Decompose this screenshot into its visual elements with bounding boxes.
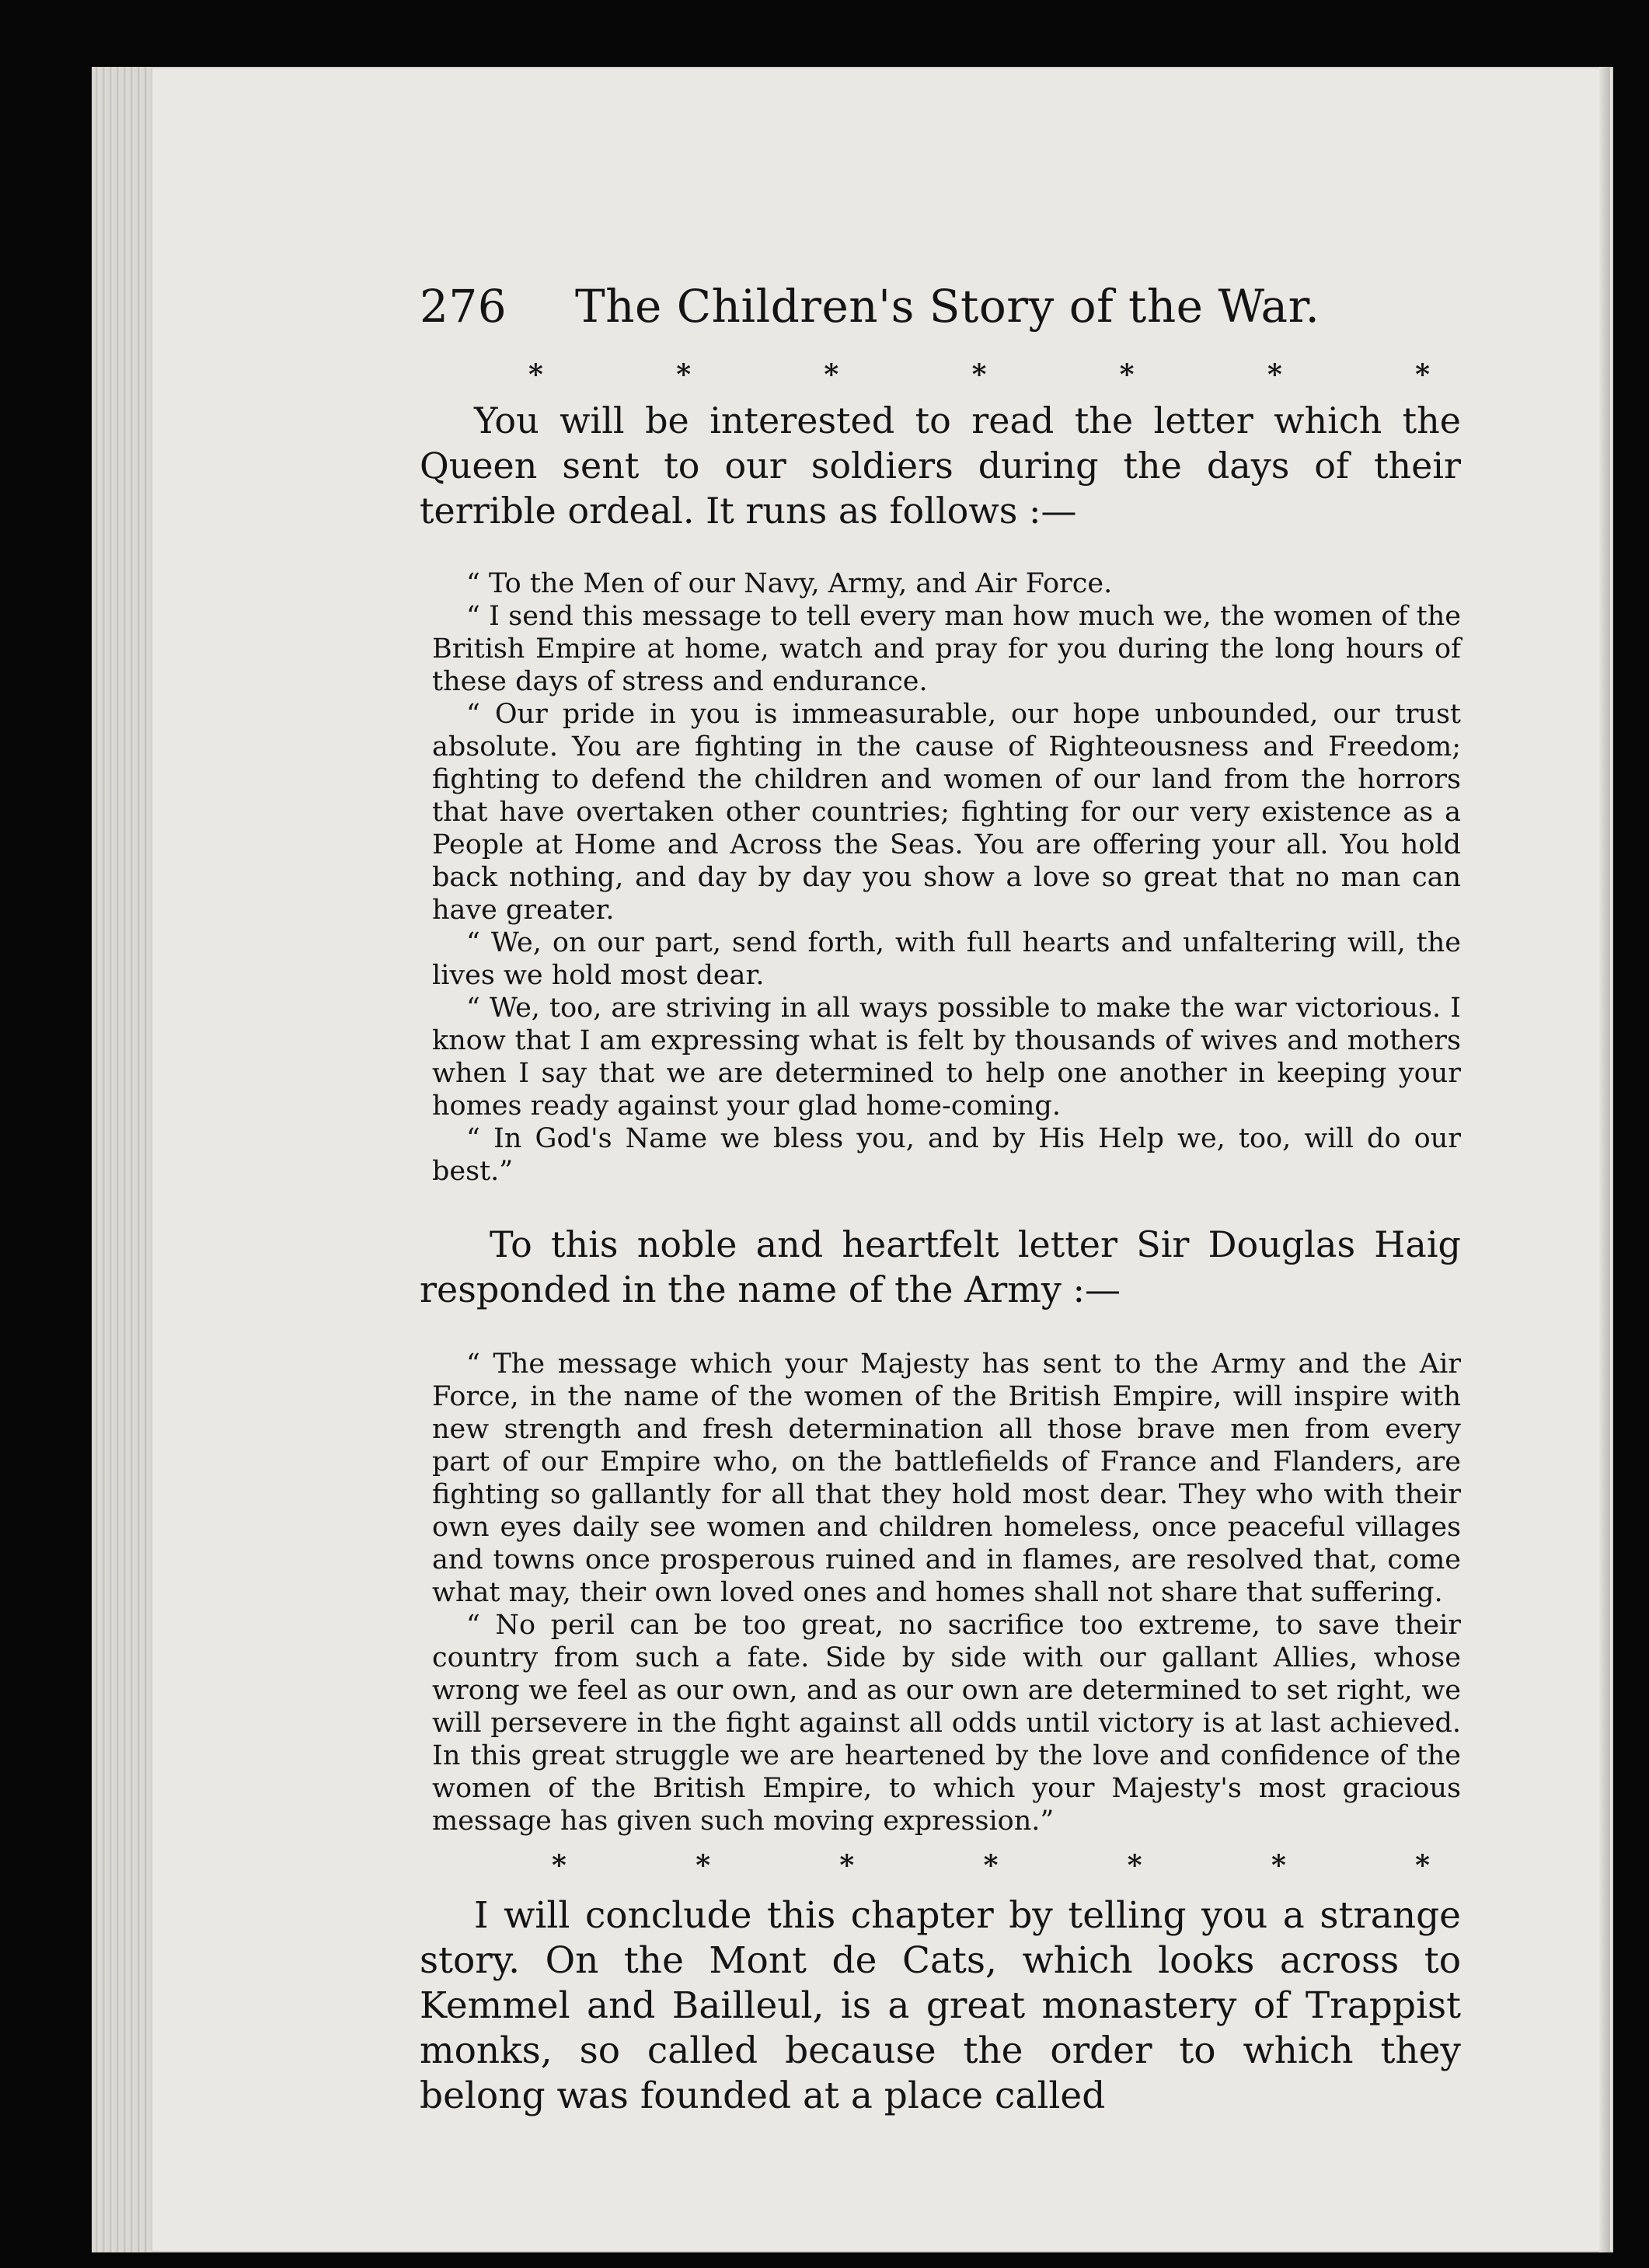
section-separator xyxy=(420,358,1461,392)
haig-letter xyxy=(432,1348,1461,1837)
haig-intro-paragraph: To this noble and heartfelt letter Sir Douglas Haig responded in the name of the Army :— xyxy=(420,1223,1461,1310)
separator-star: * xyxy=(839,1849,855,1882)
separator-star: * xyxy=(1271,1849,1286,1882)
separator-star: * xyxy=(1267,358,1282,391)
letter-paragraph: “ We, on our part, send forth, with full hearts and unfaltering will, the lives we hold most dear. xyxy=(432,927,1461,991)
letter-paragraph: “ In God's Name we bless you, and by His Help we, too, will do our best.” xyxy=(432,1123,1461,1187)
letter-paragraph: “ To the Men of our Navy, Army, and Air Force. xyxy=(466,568,1113,599)
page-content xyxy=(420,280,1461,2155)
letter-paragraph: “ The message which your Majesty has sent to the Army and the Air Force, in the name of the women of the British Empire, will inspire with new strength and fresh determination all those brave men from every part of our Empire who, on the battlefields of France and Flanders, are fighting so gallantly for all that they hold most dear. They who with their own eyes daily see women and children homeless, once peaceful villages and towns once prosperous ruined and in flames, are resolved that, come what may, their own loved ones and homes shall not share that suffering. xyxy=(432,1349,1461,1608)
page-number: 276 xyxy=(420,280,507,333)
section-separator xyxy=(420,1848,1461,1882)
intro-paragraph: You will be interested to read the letter which the Queen sent to our soldiers during the days of their terrible ordeal. It runs as follows :— xyxy=(420,400,1461,532)
letter-paragraph: “ No peril can be too great, no sacrifice too extreme, to save their country from such a fate. Side by side with our gallant Allies, whose wrong we feel as our own, and as our own are determined to set right, we will persevere in the fight against all odds until victory is at last achieved. In this great struggle we are heartened by the love and confidence of the women of the British Empire, to which your Majesty's most gracious message has given such moving expression.” xyxy=(432,1610,1461,1837)
separator-star: * xyxy=(676,358,692,391)
queen-letter xyxy=(432,567,1461,1188)
separator-star: * xyxy=(1415,1849,1430,1882)
page-right-edge xyxy=(1599,67,1610,2252)
separator-star: * xyxy=(983,1849,999,1882)
separator-star: * xyxy=(528,358,543,391)
closing-paragraph: I will conclude this chapter by telling you a strange story. On the Mont de Cats, which looks across to Kemmel and Bailleul, is a great monastery of Trappist monks, so called because the order to which they belong was founded at a place called xyxy=(420,1894,1461,2117)
separator-star: * xyxy=(1127,1849,1142,1882)
separator-star: * xyxy=(971,358,987,391)
separator-star: * xyxy=(696,1849,711,1882)
letter-paragraph: “ Our pride in you is immeasurable, our hope unbounded, our trust absolute. You are fighting in the cause of Righteousness and Freedom; fighting to defend the children and women of our land from the horrors that have overtaken other countries; fighting for our very existence as a People at Home and Across the Seas. You are offering your all. You hold back nothing, and day by day you show a love so great that no man can have greater. xyxy=(432,699,1461,926)
separator-star: * xyxy=(1415,358,1430,391)
letter-paragraph: “ I send this message to tell every man how much we, the women of the British Empire at home, watch and pray for you during the long hours of these days of stress and endurance. xyxy=(432,601,1461,697)
letter-paragraph: “ We, too, are striving in all ways possible to make the war victorious. I know that I am expressing what is felt by thousands of wives and mothers when I say that we are determined to help one another in keeping your homes ready against your glad home-coming. xyxy=(432,993,1461,1122)
page-edges xyxy=(92,67,152,2252)
separator-star: * xyxy=(1119,358,1135,391)
running-header xyxy=(420,280,1461,333)
separator-star: * xyxy=(552,1849,567,1882)
separator-star: * xyxy=(824,358,839,391)
book-title: The Children's Story of the War. xyxy=(575,280,1320,333)
